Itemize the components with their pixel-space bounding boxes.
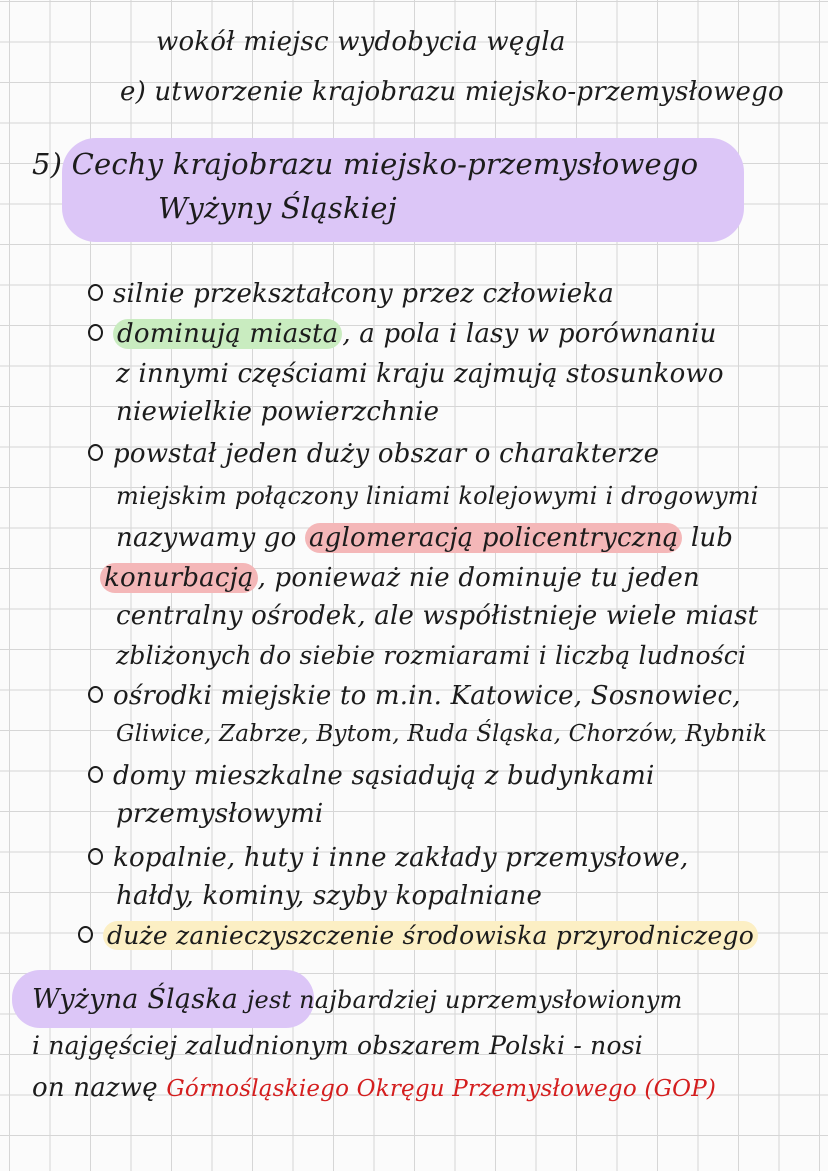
bullet-4-line-2: Gliwice, Zabrze, Bytom, Ruda Śląska, Chorzów, Rybnik bbox=[116, 721, 768, 747]
section-title-line-2: Wyżyny Śląskiej bbox=[158, 191, 397, 225]
bullet-circle bbox=[88, 444, 103, 461]
bullet-text: powstał jeden duży obszar o charakterze bbox=[113, 439, 660, 469]
bullet-text: , ponieważ nie dominuje tu jeden bbox=[257, 563, 700, 593]
green-highlight: dominują miasta bbox=[113, 319, 342, 349]
bullet-item-1 bbox=[88, 278, 614, 310]
red-highlight: aglomeracją policentryczną bbox=[305, 523, 682, 553]
intro-line-2: e) utworzenie krajobrazu miejsko-przemysłowego bbox=[120, 77, 784, 107]
bullet-text: , a pola i lasy w porównaniu bbox=[342, 319, 717, 349]
bullet-3-line-4 bbox=[100, 562, 700, 594]
bullet-item-6 bbox=[88, 842, 689, 874]
bullet-text: kopalnie, huty i inne zakłady przemysłowe, bbox=[113, 843, 689, 873]
section-heading bbox=[32, 148, 698, 180]
bullet-circle bbox=[88, 766, 103, 783]
bullet-2-line-2: z innymi częściami kraju zajmują stosunkowo bbox=[116, 359, 724, 389]
bullet-6-line-2: hałdy, kominy, szyby kopalniane bbox=[116, 881, 543, 911]
closing-text: on nazwę bbox=[32, 1073, 158, 1103]
bullet-item-3 bbox=[88, 438, 659, 470]
bullet-circle bbox=[88, 324, 103, 341]
yellow-highlight: duże zanieczyszczenie środowiska przyrodniczego bbox=[103, 921, 758, 950]
bullet-3-line-3 bbox=[116, 522, 733, 554]
bullet-5-line-2: przemysłowymi bbox=[116, 799, 324, 829]
bullet-2-line-3: niewielkie powierzchnie bbox=[116, 397, 440, 427]
bullet-3-line-2: miejskim połączony liniami kolejowymi i drogowymi bbox=[116, 482, 759, 510]
bullet-circle bbox=[88, 686, 103, 703]
bullet-text: domy mieszkalne sąsiadują z budynkami bbox=[113, 761, 655, 791]
section-number: 5) bbox=[32, 147, 63, 181]
closing-highlighted-text: Wyżyna Śląska bbox=[32, 984, 239, 1015]
bullet-item-7 bbox=[78, 920, 758, 952]
closing-line-3 bbox=[32, 1072, 716, 1105]
bullet-circle bbox=[88, 848, 103, 865]
closing-line-2: i najgęściej zaludnionym obszarem Polski - nosi bbox=[32, 1031, 643, 1060]
section-title-line-1: Cechy krajobrazu miejsko-przemysłowego bbox=[71, 147, 699, 181]
bullet-circle bbox=[88, 284, 103, 301]
red-highlight: konurbacją bbox=[100, 563, 258, 593]
bullet-item-4 bbox=[88, 680, 741, 712]
bullet-item-5 bbox=[88, 760, 655, 792]
closing-line-1 bbox=[32, 984, 683, 1016]
bullet-text: silnie przekształcony przez człowieka bbox=[113, 279, 615, 309]
bullet-3-line-5: centralny ośrodek, ale współistnieje wiele miast bbox=[116, 601, 759, 631]
bullet-text: nazywamy go bbox=[116, 523, 297, 553]
intro-line-1: wokół miejsc wydobycia węgla bbox=[156, 27, 566, 57]
bullet-item-2 bbox=[88, 318, 717, 350]
bullet-text: lub bbox=[690, 523, 734, 553]
bullet-text: ośrodki miejskie to m.in. Katowice, Sosnowiec, bbox=[113, 681, 741, 711]
gop-red-text: Górnośląskiego Okręgu Przemysłowego (GOP) bbox=[166, 1076, 717, 1102]
bullet-circle bbox=[78, 926, 93, 943]
closing-text: jest najbardziej uprzemysłowionym bbox=[246, 986, 683, 1014]
bullet-3-line-6: zbliżonych do siebie rozmiarami i liczbą ludności bbox=[116, 641, 747, 670]
